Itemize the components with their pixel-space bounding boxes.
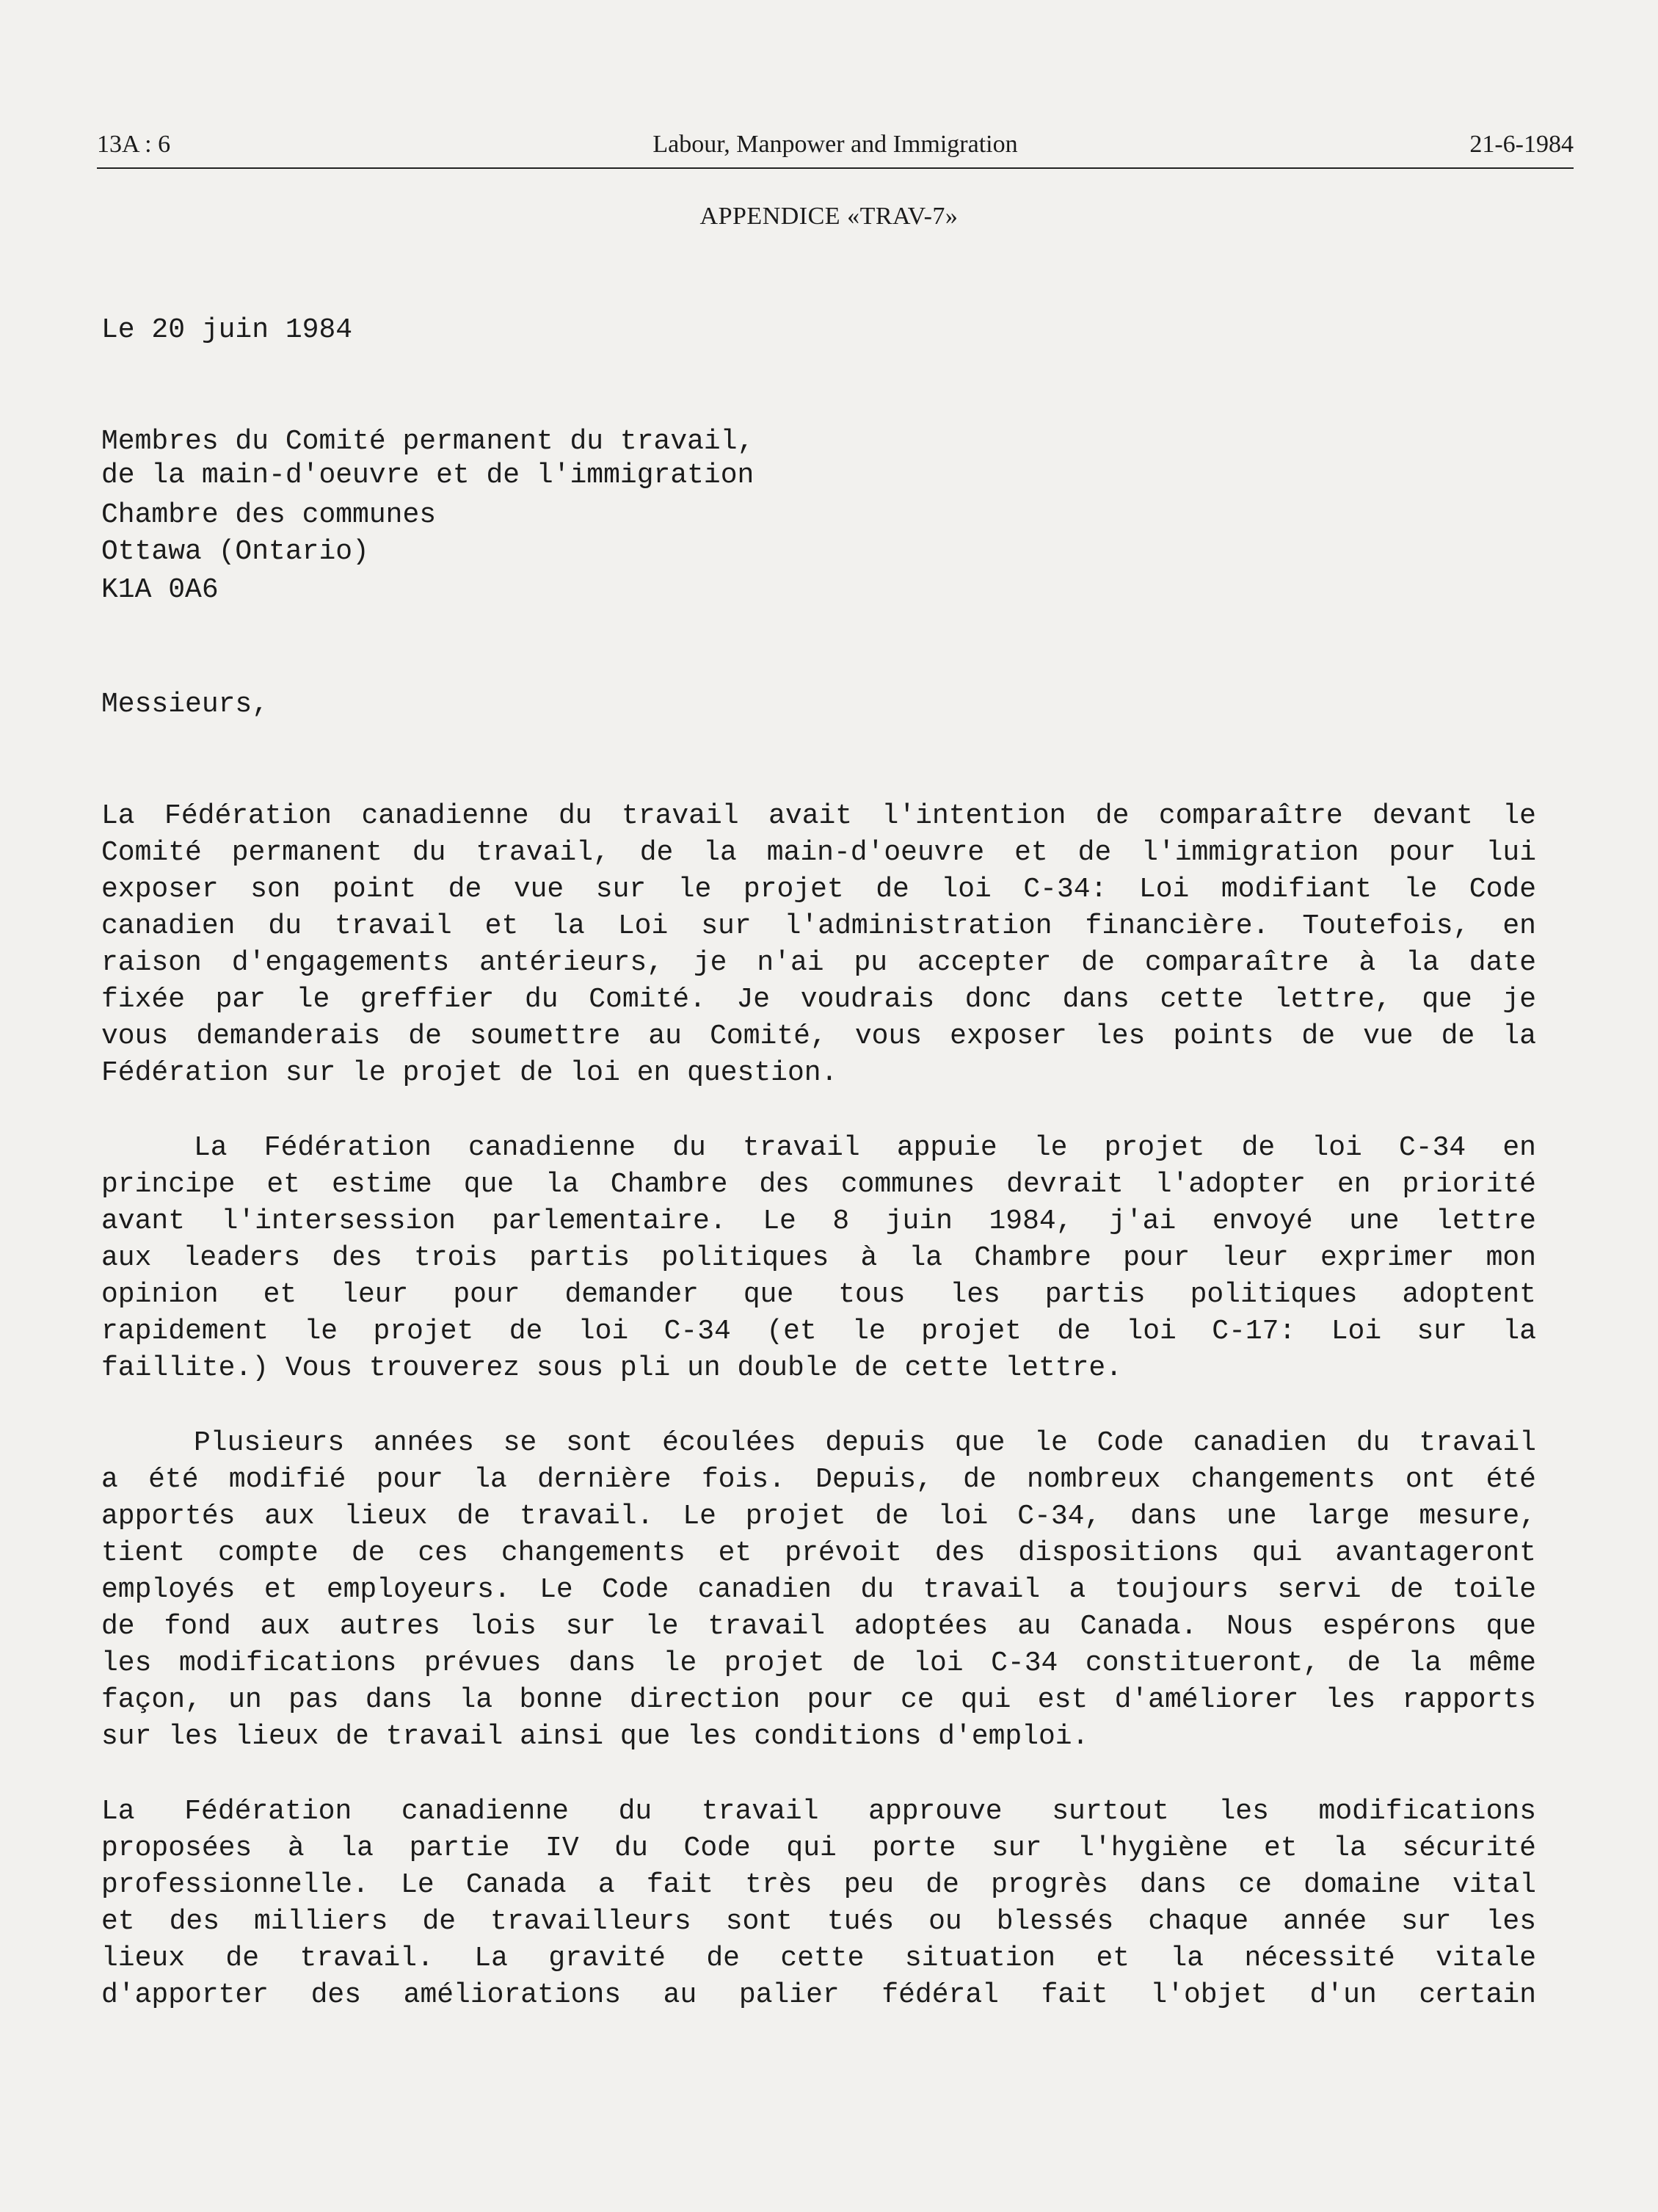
- text-line: fixée par le greffier du Comité. Je voudrais donc dans cette lettre, que je: [101, 984, 1536, 1015]
- text-line: faillite.) Vous trouverez sous pli un double de cette lettre.: [101, 1352, 1123, 1384]
- text-line: façon, un pas dans la bonne direction pour ce qui est d'améliorer les rapports: [101, 1684, 1536, 1716]
- page-header: [97, 126, 1574, 169]
- text-line: vous demanderais de soumettre au Comité, vous exposer les points de vue de la: [101, 1020, 1536, 1052]
- text-line: les modifications prévues dans le projet de loi C-34 constitueront, de la même: [101, 1647, 1536, 1679]
- address-line: Chambre des communes: [101, 499, 437, 531]
- text-line: canadien du travail et la Loi sur l'administration financière. Toutefois, en: [101, 910, 1536, 942]
- text-line: tient compte de ces changements et prévoit des dispositions qui avantageront: [101, 1537, 1536, 1569]
- text-line: La Fédération canadienne du travail avait l'intention de comparaître devant le: [101, 800, 1536, 832]
- text-line: et des milliers de travailleurs sont tués ou blessés chaque année sur les: [101, 1906, 1536, 1937]
- text-line: La Fédération canadienne du travail appuie le projet de loi C-34 en: [194, 1132, 1536, 1164]
- text-line: Plusieurs années se sont écoulées depuis que le Code canadien du travail: [194, 1427, 1536, 1459]
- text-line: rapidement le projet de loi C-34 (et le projet de loi C-17: Loi sur la: [101, 1316, 1536, 1347]
- text-line: lieux de travail. La gravité de cette situation et la nécessité vitale: [101, 1943, 1536, 1974]
- salutation: Messieurs,: [101, 689, 269, 720]
- text-line: Comité permanent du travail, de la main-d'oeuvre et de l'immigration pour lui: [101, 837, 1536, 869]
- text-line: exposer son point de vue sur le projet de loi C-34: Loi modifiant le Code: [101, 874, 1536, 905]
- text-line: professionnelle. Le Canada a fait très peu de progrès dans ce domaine vital: [101, 1869, 1536, 1901]
- page-number: 13A : 6: [97, 131, 171, 158]
- text-line: avant l'intersession parlementaire. Le 8 juin 1984, j'ai envoyé une lettre: [101, 1205, 1536, 1237]
- text-line: Fédération sur le projet de loi en question.: [101, 1057, 838, 1089]
- appendix-title: APPENDICE «TRAV-7»: [699, 203, 959, 230]
- address-line: Ottawa (Ontario): [101, 536, 369, 567]
- header-date: 21-6-1984: [1469, 131, 1574, 158]
- text-line: raison d'engagements antérieurs, je n'ai pu accepter de comparaître à la date: [101, 947, 1536, 979]
- text-line: principe et estime que la Chambre des communes devrait l'adopter en priorité: [101, 1169, 1536, 1200]
- address-line: de la main-d'oeuvre et de l'immigration: [101, 460, 755, 491]
- text-line: aux leaders des trois partis politiques à la Chambre pour leur exprimer mon: [101, 1242, 1536, 1274]
- letter-date: Le 20 juin 1984: [101, 314, 353, 346]
- text-line: a été modifié pour la dernière fois. Depuis, de nombreux changements ont été: [101, 1464, 1536, 1495]
- running-title: Labour, Manpower and Immigration: [652, 131, 1018, 158]
- text-line: de fond aux autres lois sur le travail adoptées au Canada. Nous espérons que: [101, 1611, 1536, 1642]
- text-line: La Fédération canadienne du travail approuve surtout les modifications: [101, 1796, 1536, 1827]
- text-line: apportés aux lieux de travail. Le projet de loi C-34, dans une large mesure,: [101, 1501, 1536, 1532]
- text-line: sur les lieux de travail ainsi que les conditions d'emploi.: [101, 1721, 1089, 1752]
- text-line: opinion et leur pour demander que tous les partis politiques adoptent: [101, 1279, 1536, 1310]
- text-line: proposées à la partie IV du Code qui porte sur l'hygiène et la sécurité: [101, 1832, 1536, 1864]
- address-line: Membres du Comité permanent du travail,: [101, 426, 755, 457]
- address-line: K1A 0A6: [101, 574, 219, 606]
- text-line: employés et employeurs. Le Code canadien du travail a toujours servi de toile: [101, 1574, 1536, 1606]
- text-line: d'apporter des améliorations au palier fédéral fait l'objet d'un certain: [101, 1979, 1536, 2011]
